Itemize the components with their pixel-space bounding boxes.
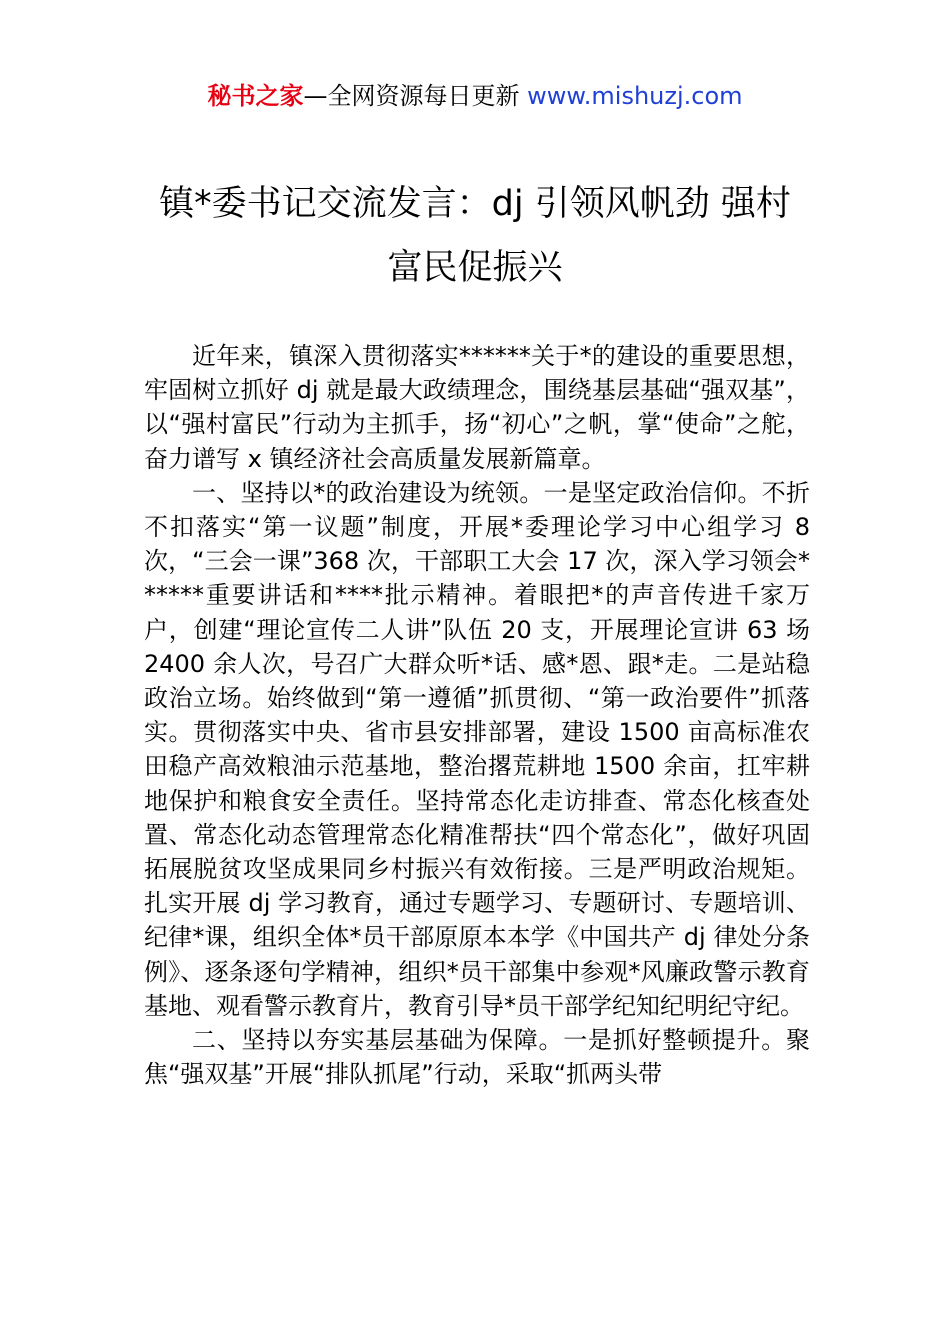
document-title-line-2: 富民促振兴 [387, 248, 563, 288]
paragraph-section-2: 二、坚持以夯实基层基础为保障。一是抓好整顿提升。聚焦“强双基”开展“排队抓尾”行动，采取“抓两头带 [144, 1026, 810, 1089]
site-header [0, 80, 950, 112]
document-title [120, 172, 830, 300]
site-brand: 秘书之家 [207, 82, 304, 110]
site-tagline: —全网资源每日更新 [303, 82, 520, 110]
document-body [144, 339, 810, 1091]
paragraph-section-1: 一、坚持以*的政治建设为统领。一是坚定政治信仰。不折不扣落实“第一议题”制度，开展*委理论学习中心组学习 8 次，“三会一课”368 次，干部职工大会 17 次，深入学习领会******重要讲话和****批示精神。着眼把*的声音传进千家万户，创建“理论宣传二人讲”队伍 20 支，开展理论宣讲 63 场 2400 余人次，号召广大群众听*话、感*恩、跟*走。二是站稳政治立场。始终做到“第一遵循”抓贯彻、“第一政治要件”抓落实。贯彻落实中央、省市县安排部署，建设 1500 亩高标准农田稳产高效粮油示范基地，整治撂荒耕地 1500 余亩，扛牢耕地保护和粮食安全责任。坚持常态化走访排查、常态化核查处置、常态化动态管理常态化精准帮扶“四个常态化”，做好巩固拓展脱贫攻坚成果同乡村振兴有效衔接。三是严明政治规矩。扎实开展 dj 学习教育，通过专题学习、专题研讨、专题培训、纪律*课，组织全体*员干部原原本本学《中国共产 dj 律处分条例》、逐条逐句学精神，组织*员干部集中参观*风廉政警示教育基地、观看警示教育片，教育引导*员干部学纪知纪明纪守纪。 [144, 478, 810, 1020]
paragraph-intro: 近年来，镇深入贯彻落实******关于*的建设的重要思想，牢固树立抓好 dj 就是最大政绩理念，围绕基层基础“强双基”，以“强村富民”行动为主抓手，扬“初心”之帆，掌“使命”之舵，奋力谱写 x 镇经济社会高质量发展新篇章。 [144, 342, 810, 473]
document-title-line-1: 镇*委书记交流发言：dj 引领风帆劲 强村 [159, 184, 791, 224]
site-url-link[interactable]: www.mishuzj.com [527, 82, 743, 110]
